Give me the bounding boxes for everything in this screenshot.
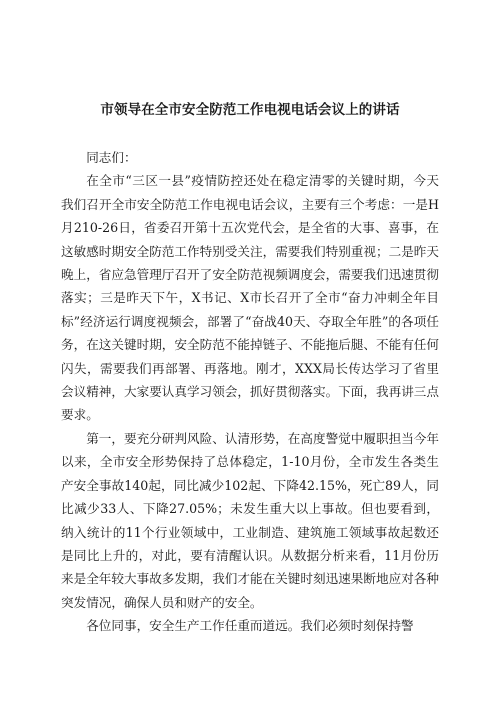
document-body	[61, 146, 439, 638]
paragraph-1: 在全市“三区一县”疫情防控还处在稳定清零的关键时期，今天我们召开全市安全防范工作电视电话会议，主要有三个考虑：一是H月210-26日，省委召开第十五次党代会，是全省的大事、喜事，在这敏感时期安全防范工作特别受关注，需要我们特别重视；二是昨天晚上，省应急管理厅召开了安全防范视频调度会，需要我们迅速贯彻落实；三是昨天下午，X书记、X市长召开了全市“奋力冲刺全年目标”经济运行调度视频会，部署了“奋战40天、夺取全年胜”的各项任务，在这关键时期，安全防范不能掉链子、不能拖后腿、不能有任何闪失，需要我们再部署、再落地。刚才，XXX局长传达学习了省里会议精神，大家要认真学习领会，抓好贯彻落实。下面，我再讲三点要求。	[61, 173, 439, 423]
paragraph-3: 各位同事，安全生产工作任重而道远。我们必须时刻保持警	[86, 618, 414, 634]
greeting: 同志们：	[86, 150, 137, 165]
document-title: 市领导在全市安全防范工作电视电话会议上的讲话	[100, 102, 400, 118]
paragraph-2: 第一，要充分研判风险、认清形势，在高度警觉中履职担当今年以来，全市安全形势保持了总体稳定，1-10月份，全市发生各类生产安全事故140起，同比减少102起、下降42.15%，死亡89人，同比减少33人、下降27.05%；未发生重大以上事故。但也要看到，纳入统计的11个行业领域中，工业制造、建筑施工领域事故起数还是同比上升的，对此，要有清醒认识。从数据分析来看，11月份历来是全年较大事故多发期，我们才能在关键时刻迅速果断地应对各种突发情况，确保人员和财产的安全。	[61, 430, 439, 610]
